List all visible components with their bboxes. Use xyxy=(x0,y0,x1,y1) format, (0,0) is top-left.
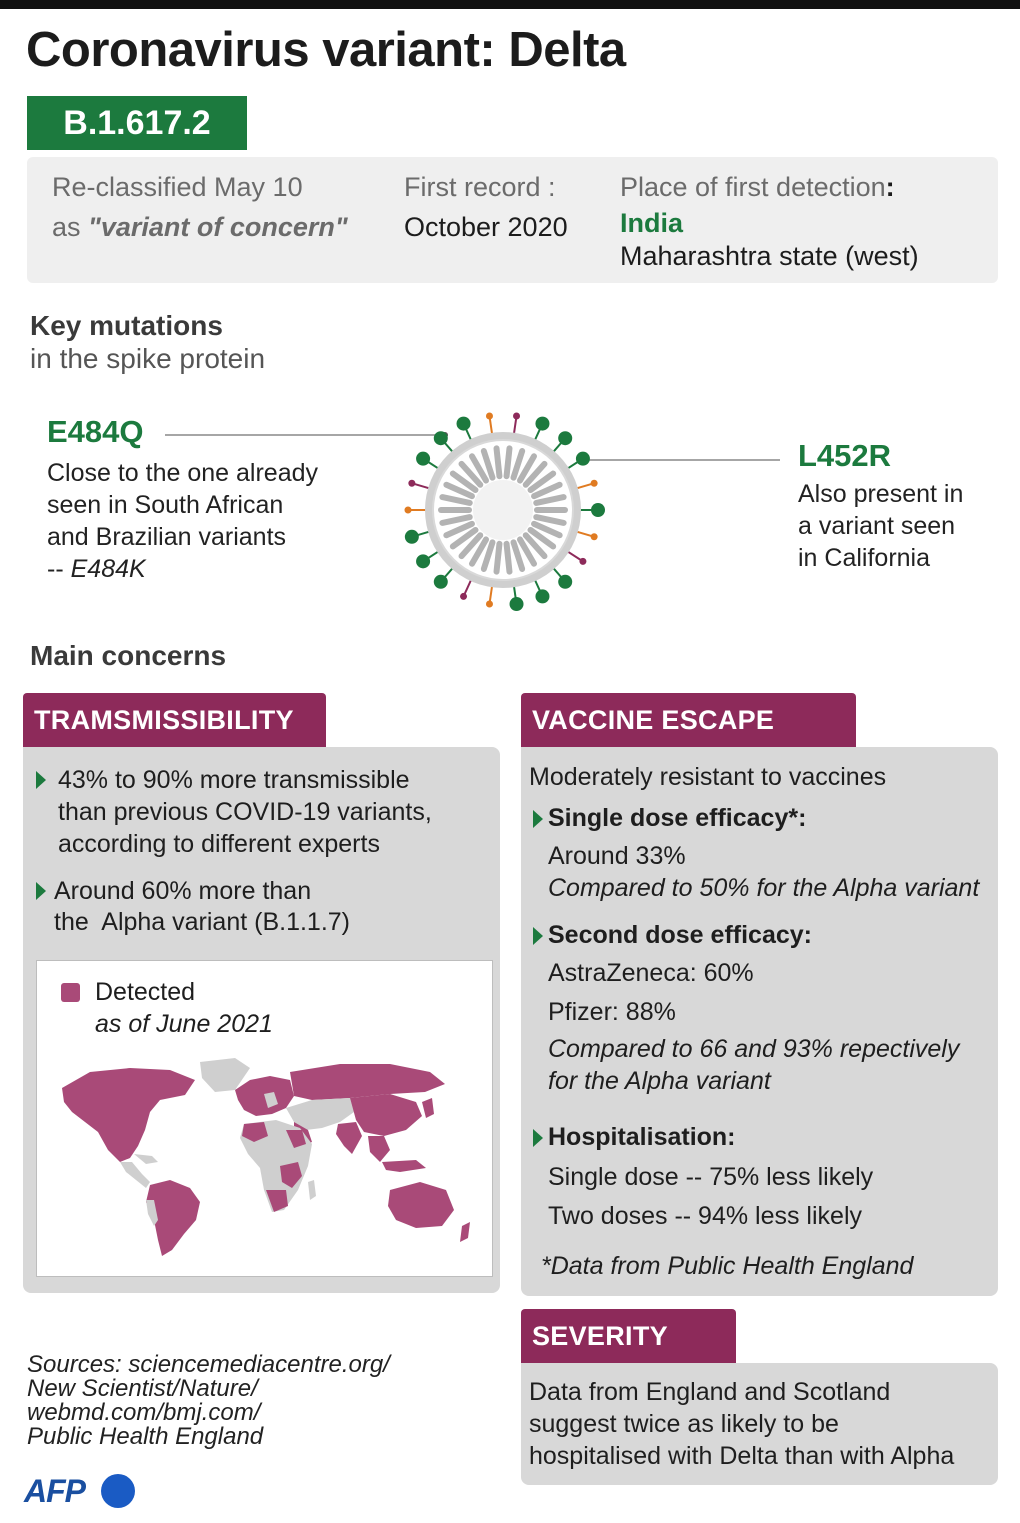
vaccine-intro: Moderately resistant to vaccines xyxy=(529,763,887,791)
severity-line2: suggest twice as likely to be xyxy=(529,1410,839,1438)
map-new-zealand xyxy=(460,1222,470,1242)
trans-b1-line1: 43% to 90% more transmissible xyxy=(58,766,410,794)
variant-of-concern-quote: "variant of concern" xyxy=(88,212,348,242)
sources-line3: webmd.com/bmj.com/ xyxy=(27,1399,261,1426)
spike-head xyxy=(558,431,572,445)
mutation-l452r-line2: a variant seen xyxy=(798,512,956,540)
reclassified-line1: Re-classified May 10 xyxy=(52,172,303,202)
first-record-value: October 2020 xyxy=(404,212,568,242)
spike-head xyxy=(576,452,590,466)
spike-head xyxy=(591,503,605,517)
second-dose-astrazeneca: AstraZeneca: 60% xyxy=(548,959,754,987)
trans-b2-line2: the Alpha variant (B.1.1.7) xyxy=(54,908,351,936)
map-indonesia xyxy=(382,1160,426,1172)
bullet-arrow-icon xyxy=(533,810,543,828)
virus-core xyxy=(473,480,533,540)
place-country: India xyxy=(620,208,684,238)
spike-head xyxy=(535,589,549,603)
single-dose-compare: Compared to 50% for the Alpha variant xyxy=(548,874,980,902)
mutation-l452r-line1: Also present in xyxy=(798,480,964,508)
mutation-l452r-name: L452R xyxy=(798,438,892,473)
spike-head xyxy=(486,601,493,608)
spike-stem xyxy=(490,419,492,435)
map-japan xyxy=(422,1098,434,1118)
mutation-e484q-name: E484Q xyxy=(47,414,144,449)
hosp-single-dose: Single dose -- 75% less likely xyxy=(548,1163,874,1191)
tab-vaccine-escape: VACCINE ESCAPE xyxy=(521,693,856,747)
severity-line3: hospitalised with Delta than with Alpha xyxy=(529,1442,955,1470)
virus-illustration xyxy=(160,400,800,620)
mutation-e484k: E484K xyxy=(70,555,146,583)
spike-stem xyxy=(576,484,591,489)
spike-head xyxy=(510,597,524,611)
legend-swatch-detected xyxy=(61,983,80,1002)
sources-line4: Public Health England xyxy=(27,1423,264,1450)
rna-coil xyxy=(507,448,510,476)
single-dose-value: Around 33% xyxy=(548,842,686,870)
bullet-arrow-icon xyxy=(36,771,46,789)
map-caribbean xyxy=(134,1154,158,1164)
spike-head xyxy=(405,530,419,544)
second-dose-compare1: Compared to 66 and 93% repectively xyxy=(548,1035,960,1063)
afp-logo-icon xyxy=(101,1474,135,1508)
hosp-two-doses: Two doses -- 94% less likely xyxy=(548,1202,863,1230)
mutations-subheading: in the spike protein xyxy=(30,343,266,374)
spike-stem xyxy=(567,551,580,560)
trans-b2-line1: Around 60% more than xyxy=(54,877,312,905)
tab-transmissibility: TRAMSMISSIBILITY xyxy=(23,693,326,747)
single-dose-heading: Single dose efficacy*: xyxy=(548,804,807,832)
map-australia xyxy=(388,1182,454,1228)
spike-head xyxy=(486,412,493,419)
spike-stem xyxy=(415,484,430,489)
mutation-e484q-line1: Close to the one already xyxy=(47,459,319,487)
trans-b1-line3: according to different experts xyxy=(58,830,380,858)
spike-head xyxy=(408,480,415,487)
spike-stem xyxy=(576,531,591,536)
bullet-arrow-icon xyxy=(533,927,543,945)
map-india xyxy=(336,1122,362,1154)
tab-severity: SEVERITY xyxy=(521,1309,736,1363)
spike-head xyxy=(416,452,430,466)
sources-line2: New Scientist/Nature/ xyxy=(27,1375,258,1402)
second-dose-pfizer: Pfizer: 88% xyxy=(548,998,676,1026)
spike-head xyxy=(416,554,430,568)
second-dose-compare2: for the Alpha variant xyxy=(548,1067,771,1095)
rna-coil xyxy=(497,448,500,476)
map-se-asia xyxy=(368,1136,390,1162)
legend-date-label: as of June 2021 xyxy=(95,1010,273,1038)
page-title: Coronavirus variant: Delta xyxy=(26,23,626,77)
spike-head xyxy=(513,412,520,419)
severity-line1: Data from England and Scotland xyxy=(529,1378,891,1406)
mutation-e484q-line4 xyxy=(47,553,146,585)
spike-head xyxy=(535,417,549,431)
map-china xyxy=(350,1094,422,1136)
first-record-label: First record : xyxy=(404,172,556,202)
second-dose-heading: Second dose efficacy: xyxy=(548,921,812,949)
spike-head xyxy=(457,417,471,431)
hospitalisation-heading: Hospitalisation: xyxy=(548,1123,736,1151)
top-rule xyxy=(0,0,1020,9)
map-central-america xyxy=(120,1162,150,1188)
rna-coil xyxy=(507,544,510,572)
variant-code-badge: B.1.617.2 xyxy=(27,96,247,150)
map-north-america xyxy=(62,1068,195,1162)
mutation-l452r-line3: in California xyxy=(798,544,931,572)
spike-stem xyxy=(514,419,516,435)
mutation-e484q-line3: and Brazilian variants xyxy=(47,523,287,551)
afp-logo-text: AFP xyxy=(24,1473,85,1509)
place-region: Maharashtra state (west) xyxy=(620,241,919,271)
map-madagascar xyxy=(308,1180,316,1200)
reclassified-prefix: as xyxy=(52,212,89,242)
spike-head xyxy=(405,507,412,514)
spike-head xyxy=(460,593,467,600)
spike-head xyxy=(579,558,586,565)
rna-coil xyxy=(497,544,500,572)
bullet-arrow-icon xyxy=(36,882,46,900)
spike-stem xyxy=(490,585,492,601)
map-europe xyxy=(235,1076,294,1116)
mutation-e484q-line2: seen in South African xyxy=(47,491,284,519)
place-label-colon: : xyxy=(885,172,895,202)
spike-head xyxy=(434,431,448,445)
spike-head xyxy=(434,575,448,589)
spike-head xyxy=(558,575,572,589)
concerns-heading: Main concerns xyxy=(30,640,227,671)
trans-b1-line2: than previous COVID-19 variants, xyxy=(58,798,432,826)
spike-head xyxy=(591,480,598,487)
bullet-arrow-icon xyxy=(533,1129,543,1147)
spike-stem xyxy=(465,579,472,594)
legend-detected-label: Detected xyxy=(95,978,196,1006)
place-label-text: Place of first detection xyxy=(620,172,886,202)
mutations-heading: Key mutations xyxy=(30,310,223,341)
sources-line1: Sources: sciencemediacentre.org/ xyxy=(27,1351,390,1378)
place-label xyxy=(620,167,895,207)
map-russia xyxy=(290,1064,445,1100)
mutation-e484q-dash: -- xyxy=(47,555,71,583)
world-map xyxy=(50,1050,480,1260)
vaccine-footnote: *Data from Public Health England xyxy=(541,1252,914,1280)
reclassified-line2 xyxy=(52,207,348,247)
spike-head xyxy=(591,533,598,540)
